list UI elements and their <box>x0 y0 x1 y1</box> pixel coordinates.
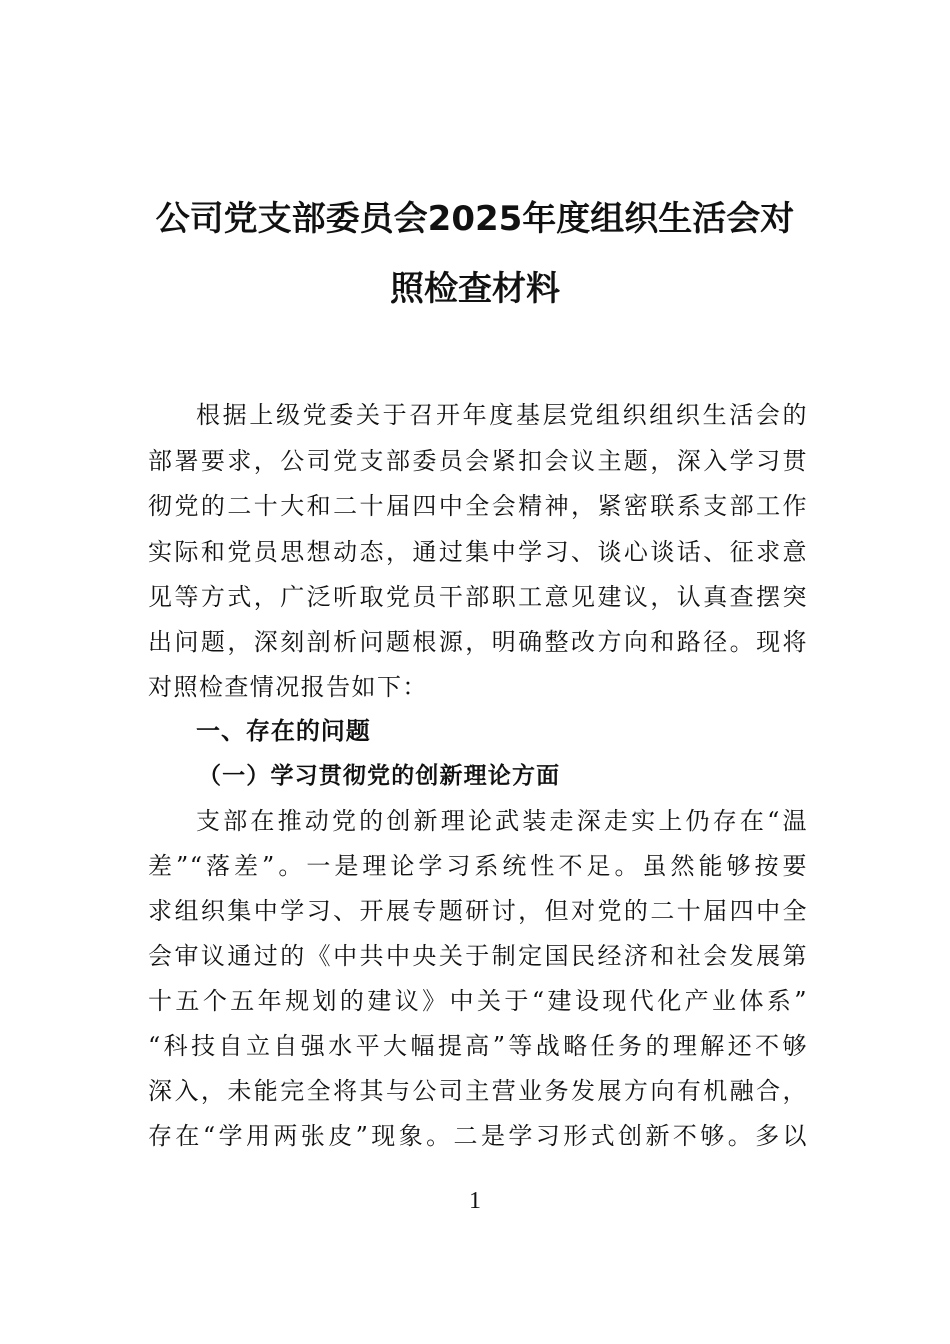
body-paragraph-line: 支部在推动党的创新理论武装走深走实上仍存在“温 <box>196 807 808 835</box>
intro-paragraph-line: 对照检查情况报告如下： <box>148 673 428 701</box>
document-title-line-2: 照检查材料 <box>390 269 560 309</box>
body-paragraph-line: 差”“落差”。一是理论学习系统性不足。虽然能够按要 <box>148 852 808 880</box>
body-paragraph-line: 求组织集中学习、开展专题研讨，但对党的二十届四中全 <box>148 897 808 925</box>
intro-paragraph-line: 实际和党员思想动态，通过集中学习、谈心谈话、征求意 <box>148 538 808 566</box>
intro-paragraph-line: 出问题，深刻剖析问题根源，明确整改方向和路径。现将 <box>148 628 808 656</box>
intro-paragraph-line: 部署要求，公司党支部委员会紧扣会议主题，深入学习贯 <box>148 447 808 475</box>
subsection-heading: （一）学习贯彻党的创新理论方面 <box>198 762 561 789</box>
body-paragraph-line: 存在“学用两张皮”现象。二是学习形式创新不够。多以 <box>148 1122 808 1150</box>
body-paragraph-line: 十五个五年规划的建议》中关于“建设现代化产业体系” <box>148 987 808 1015</box>
body-paragraph-line: “科技自立自强水平大幅提高”等战略任务的理解还不够 <box>148 1032 808 1060</box>
body-paragraph-line: 会审议通过的《中共中央关于制定国民经济和社会发展第 <box>148 942 808 970</box>
document-title-line-1: 公司党支部委员会2025年度组织生活会对 <box>155 199 795 239</box>
intro-paragraph-line: 见等方式，广泛听取党员干部职工意见建议，认真查摆突 <box>148 583 808 611</box>
intro-paragraph-line: 彻党的二十大和二十届四中全会精神，紧密联系支部工作 <box>148 492 808 520</box>
intro-paragraph-line: 根据上级党委关于召开年度基层党组织组织生活会的 <box>196 401 808 429</box>
section-heading: 一、存在的问题 <box>196 717 371 745</box>
body-paragraph-line: 深入，未能完全将其与公司主营业务发展方向有机融合， <box>148 1077 808 1105</box>
page-number: 1 <box>469 1188 481 1214</box>
